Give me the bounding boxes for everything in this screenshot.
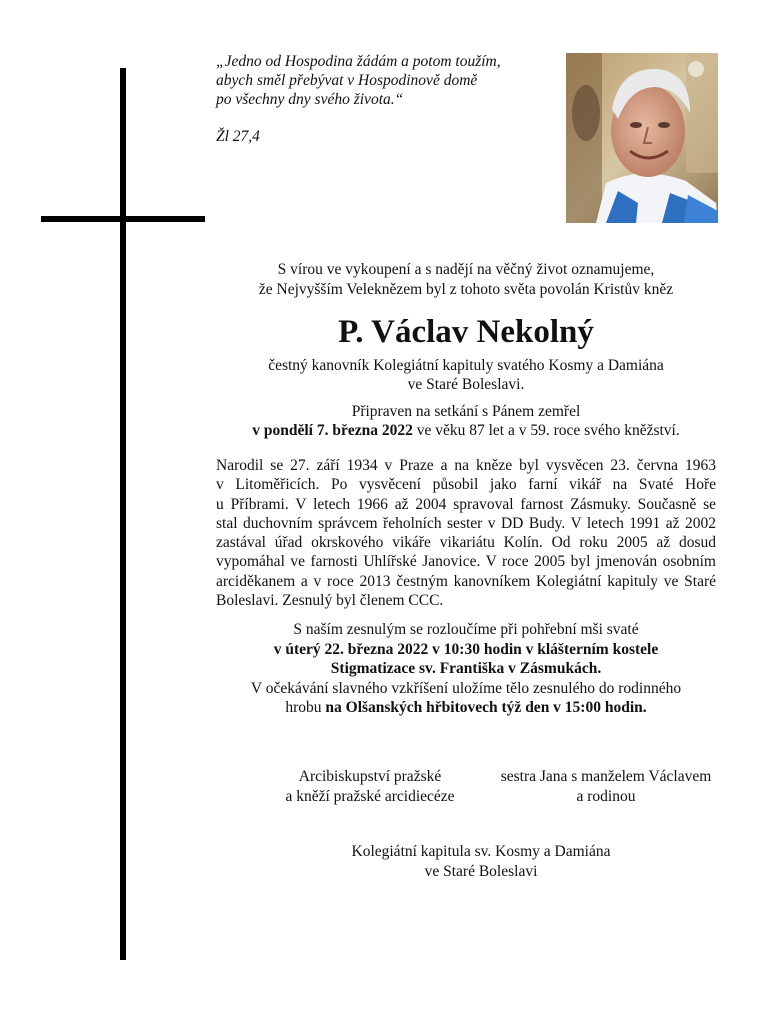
portrait-photo [566,53,718,223]
death-line: Připraven na setkání s Pánem zemřel [351,403,581,420]
funeral-line: V očekávání slavného vzkříšení uložíme tělo zesnulého do rodinného [250,679,682,697]
portrait-photo-image [566,53,718,223]
intro-line: S vírou ve vykoupení a s nadějí na věčný život oznamujeme, [277,261,655,278]
signature-line: Arcibiskupství pražské [298,768,442,785]
funeral-info [216,620,716,718]
bio-line: Boleslavi. Zesnulý byl členem CCC. [216,592,444,610]
bio-line: zastával úřad okrskového vikáře vikariátu Kolín. Od roku 2005 až dosud [216,534,716,552]
quote-line: po všechny dny svého života.“ [216,91,404,108]
funeral-line: S naším zesnulým se rozloučíme při pohřební mši svaté [293,621,639,638]
bio-line: arciděkanem a v roce 2013 čestným kanovníkem Kolegiátní kapituly ve Staré [216,572,716,590]
cross-vertical-bar [120,68,126,960]
biography [216,456,716,610]
bio-line: v Litoměřicích. Po vysvěcení působil jako farní vikář na Svaté Hoře [216,476,716,494]
title-line: ve Staré Boleslavi. [407,376,525,393]
signature-line: sestra Jana s manželem Václavem [500,768,712,785]
signature-line: ve Staré Boleslavi [424,863,538,880]
bio-line: u Příbrami. V letech 1966 až 2004 spravoval farnost Zásmuky. Současně se [216,495,716,513]
title-line: čestný kanovník Kolegiátní kapituly svatého Kosmy a Damiána [268,357,664,374]
funeral-church: Stigmatizace sv. Františka v Zásmukách. [330,660,602,677]
death-date-line [216,421,716,440]
signature-line: a rodinou [576,788,636,805]
burial-place-time: na Olšanských hřbitovech týž den v 15:00 hodin. [325,699,647,716]
signature-chapter [316,842,646,882]
announcement-intro [216,260,716,300]
death-notice [216,402,716,440]
bio-line: stal duchovním správcem řeholních sester v DD Budy. V letech 1991 až 2002 [216,514,716,532]
signature-line: a kněží pražské arcidiecéze [285,788,455,805]
quote-line: abych směl přebývat v Hospodinově domě [216,72,478,89]
psalm-quote [216,52,536,109]
cross-horizontal-bar [41,216,205,222]
intro-line: že Nejvyšším Veleknězem byl z tohoto světa povolán Kristův kněz [258,281,674,298]
funeral-line [216,640,716,660]
quote-reference: Žl 27,4 [216,128,260,145]
deceased-name: P. Václav Nekolný [338,314,594,350]
death-date: v pondělí 7. března 2022 [252,422,413,439]
signature-archdiocese [256,767,484,807]
bio-line: vypomáhal ve farnosti Uhlířské Janovice. V roce 2005 byl jmenován osobním [216,553,716,571]
funeral-line [216,698,716,718]
quote-line: „Jedno od Hospodina žádám a potom toužím, [216,53,501,70]
funeral-line [216,659,716,679]
bio-line: Narodil se 27. září 1934 v Praze a na kněze byl vysvěcen 23. června 1963 [216,457,716,474]
death-age: ve věku 87 let a v 59. roce svého kněžství. [412,422,680,439]
signature-line: Kolegiátní kapitula sv. Kosmy a Damiána [351,843,611,860]
signature-family [486,767,726,807]
funeral-date-place: v úterý 22. března 2022 v 10:30 hodin v klášterním kostele [273,640,659,658]
deceased-title [216,356,716,394]
burial-prefix: hrobu [285,699,326,716]
